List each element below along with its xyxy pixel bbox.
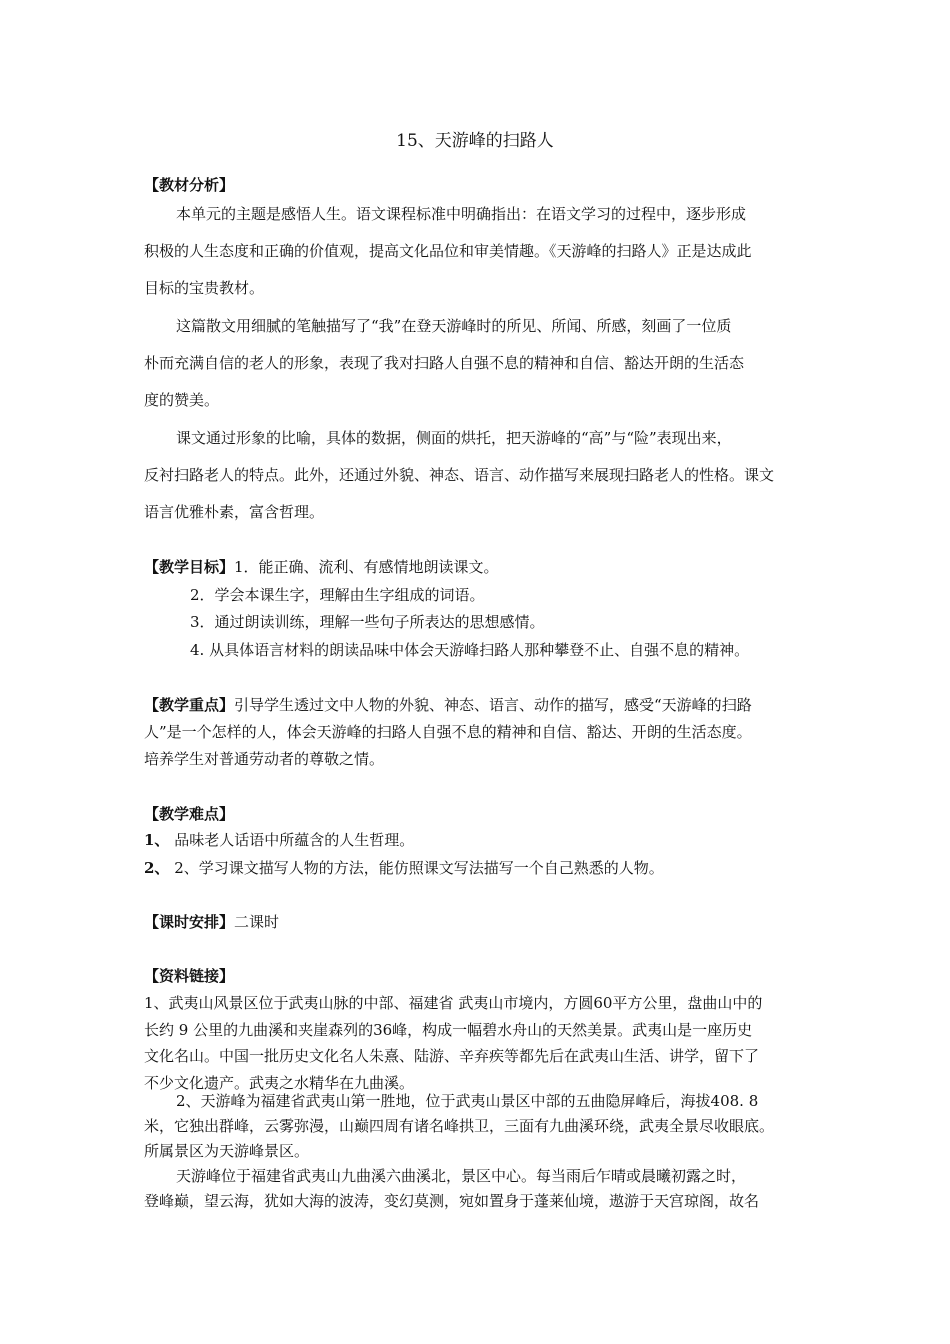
difficulty-item: [144, 829, 814, 850]
goal-item: 4. 从具体语言材料的朗读品味中体会天游峰扫路人那种攀登不止、自强不息的精神。: [190, 641, 750, 659]
goal-item: 1．能正确、流利、有感情地朗读课文。: [234, 558, 499, 576]
links-line: 登峰巅，望云海，犹如大海的波涛，变幻莫测，宛如置身于蓬莱仙境，遨游于天宫琼阁，故名: [144, 1192, 760, 1210]
focus-first-line: [144, 694, 814, 715]
focus-text: 引导学生透过文中人物的外貌、神态、语言、动作的描写，感受“天游峰的扫路: [234, 696, 752, 714]
difficulty-number: 2、: [144, 859, 170, 877]
analysis-line: 目标的宝贵教材。: [144, 279, 265, 297]
analysis-line: 本单元的主题是感悟人生。语文课程标准中明确指出：在语文学习的过程中，逐步形成: [176, 205, 747, 223]
analysis-line: 反衬扫路老人的特点。此外，还通过外貌、神态、语言、动作描写来展现扫路老人的性格。课文: [144, 466, 775, 484]
focus-line: 人”是一个怎样的人，体会天游峰的扫路人自强不息的精神和自信、豁达、开朗的生活态度。: [144, 723, 752, 741]
goal-item: 3．通过朗读训练，理解一些句子所表达的思想感情。: [190, 613, 545, 631]
analysis-line: 这篇散文用细腻的笔触描写了“我”在登天游峰时的所见、所闻、所感，刻画了一位质: [176, 317, 732, 335]
goals-first-line: [144, 556, 814, 577]
links-line: 天游峰位于福建省武夷山九曲溪六曲溪北，景区中心。每当雨后乍晴或晨曦初露之时，: [176, 1167, 747, 1185]
links-line: 所属景区为天游峰景区。: [144, 1142, 310, 1160]
schedule-line: [144, 911, 814, 932]
links-line: 不少文化遗产。武夷之水精华在九曲溪。: [144, 1074, 415, 1092]
analysis-heading: 【教材分析】: [144, 176, 235, 194]
links-heading: 【资料链接】: [144, 967, 235, 985]
analysis-line: 度的赞美。: [144, 391, 220, 409]
focus-line: 培养学生对普通劳动者的尊敬之情。: [144, 750, 385, 768]
schedule-heading: 【课时安排】: [144, 913, 235, 931]
difficulty-item: [144, 857, 814, 878]
focus-heading: 【教学重点】: [144, 696, 235, 714]
links-line: 文化名山。中国一批历史文化名人朱熹、陆游、辛弃疾等都先后在武夷山生活、讲学，留下了: [144, 1047, 760, 1065]
difficulty-number: 1、: [144, 831, 170, 849]
goal-item: 2．学会本课生字，理解由生字组成的词语。: [190, 586, 485, 604]
difficulty-heading: 【教学难点】: [144, 805, 235, 823]
analysis-line: 课文通过形象的比喻，具体的数据，侧面的烘托，把天游峰的“高”与“险”表现出来，: [176, 429, 732, 447]
links-line: 米，它独出群峰，云雾弥漫，山巅四周有诸名峰拱卫，三面有九曲溪环绕，武夷全景尽收眼底。: [144, 1117, 775, 1135]
goals-heading: 【教学目标】: [144, 558, 235, 576]
difficulty-text: 品味老人话语中所蕴含的人生哲理。: [169, 831, 415, 849]
analysis-line: 积极的人生态度和正确的价值观，提高文化品位和审美情趣。《天游峰的扫路人》正是达成此: [144, 242, 752, 260]
links-line: 长约 9 公里的九曲溪和夹崖森列的36峰，构成一幅碧水舟山的天然美景。武夷山是一座历史: [144, 1021, 753, 1039]
schedule-text: 二课时: [234, 913, 280, 931]
links-line: 1、武夷山风景区位于武夷山脉的中部、福建省 武夷山市境内，方圆60平方公里，盘曲山中的: [144, 994, 763, 1012]
difficulty-text: 2、学习课文描写人物的方法，能仿照课文写法描写一个自己熟悉的人物。: [169, 859, 664, 877]
analysis-line: 语言优雅朴素，富含哲理。: [144, 503, 325, 521]
links-line: 2、天游峰为福建省武夷山第一胜地，位于武夷山景区中部的五曲隐屏峰后，海拔408. 8: [176, 1092, 759, 1110]
page-title: 15、天游峰的扫路人: [396, 131, 554, 151]
analysis-line: 朴而充满自信的老人的形象，表现了我对扫路人自强不息的精神和自信、豁达开朗的生活态: [144, 354, 745, 372]
